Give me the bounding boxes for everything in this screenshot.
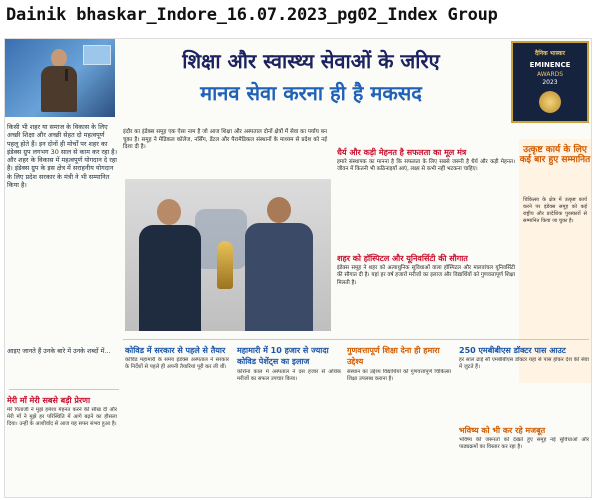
person-left <box>137 199 203 331</box>
bottom-text-4: हर साल ढाई सौ एमबीबीएस डॉक्टर यहां से पास होकर देश की सेवा में जुटते हैं। <box>459 357 589 371</box>
award-word: AWARDS <box>536 71 564 78</box>
award-badge <box>511 41 589 123</box>
speaker-photo <box>5 39 115 117</box>
page-header <box>0 0 594 34</box>
mid-section-heading-2: शहर को हॉस्पिटल और यूनिवर्सिटी की सौगात <box>337 254 468 263</box>
bottom-text-1: कोविड महामारी के समय इंडेक्स अस्पताल ने सरकार के निर्देशों से पहले ही अपनी तैयारियां पूरी कर ली थीं। <box>125 357 229 371</box>
bottom-heading-2: महामारी में 10 हजार से ज्यादा कोविड पेशेंट्स का इलाज <box>237 346 329 366</box>
person-right <box>243 197 315 331</box>
bottom-text-2: कोरोना काल में अस्पताल ने दस हजार से अधिक मरीजों का सफल उपचार किया। <box>237 369 341 383</box>
mid-section-text-1: हमारे संस्थापक का मानना है कि सफलता के लिए सबसे जरूरी है धैर्य और कड़ी मेहनत। जीवन में कितनी भी कठिनाइयाँ आएं, लक्ष्य से कभी नहीं भटकना चाहिए। <box>337 159 515 173</box>
headline-line-1: शिक्षा और स्वास्थ्य सेवाओं के जरिए <box>182 49 440 73</box>
awards-sidebar-heading: उत्कृष्ट कार्य के लिए कई बार हुए सम्मानित <box>519 145 591 165</box>
mid-section-text-2: इंडेक्स समूह ने शहर को अत्याधुनिक सुविधाओं वाला हॉस्पिटल और मालवांचल यूनिवर्सिटी की सौगात दी है। यहां हर वर्ष हजारों मरीजों का इलाज और विद्यार्थियों को गुणवत्तापूर्ण शिक्षा मिलती है। <box>337 265 515 286</box>
mid-section-heading-1: धैर्य और कड़ी मेहनत है सफलता का मूल मंत्र <box>337 148 467 157</box>
award-year: 2023 <box>542 79 558 86</box>
center-lead-text: इंदौर का इंडेक्स समूह एक ऐसा नाम है जो आज शिक्षा और अस्पताल दोनों क्षेत्रों में सेवा का पर्याय बन चुका है। समूह ने मेडिकल कॉलेज, नर्सिंग, डेंटल और पैरामेडिकल संस्थानों के माध्यम से प्रदेश को नई दिशा दी है। <box>123 129 327 151</box>
award-ceremony-photo <box>125 179 331 331</box>
bottom-heading-3: गुणवत्तापूर्ण शिक्षा देना ही हमारा उद्देश्य <box>347 346 440 366</box>
person-figure <box>39 49 79 111</box>
intro-text: किसी भी शहर या समाज के विकास के लिए अच्छी शिक्षा और अच्छी सेहत दो महत्वपूर्ण पहलू होते हैं। इन दोनों ही मोर्चों पर शहर का इंडेक्स ग्रुप लगभग 30 साल से काम कर रहा है। और शहर के विकास में महत्वपूर्ण योगदान दे रहा है। इंडेक्स ग्रुप के इस क्षेत्र में सराहनीय योगदान के लिए प्रदेश सरकार के मंत्री ने भी सम्मानित किया है। <box>7 123 118 190</box>
medal-icon <box>539 91 561 113</box>
newspaper-page <box>4 38 592 498</box>
divider <box>9 389 119 390</box>
bottom-heading-5: भविष्य को भी कर रहे मजबूत <box>459 426 546 435</box>
award-name: EMINENCE <box>529 61 571 69</box>
trophy-icon <box>217 241 233 289</box>
bottom-text-3: संस्थान का उद्देश्य विद्यार्थियों को गुणवत्तापूर्ण चिकित्सा शिक्षा उपलब्ध कराना है। <box>347 369 451 383</box>
bottom-heading-4: 250 एमबीबीएस डॉक्टर पास आउट <box>459 346 566 355</box>
bottom-heading-1: कोविड में सरकार से पहले से तैयार <box>125 346 226 355</box>
awards-sidebar-text: चिकित्सा के क्षेत्र में उत्कृष्ट कार्य करने पर इंडेक्स समूह को कई राष्ट्रीय और प्रादेशिक पुरस्कारों से सम्मानित किया जा चुका है। <box>523 197 587 224</box>
bottom-text-5: भविष्य की जरूरतों को देखते हुए समूह नई सुविधाओं और पाठ्यक्रमों का विस्तार कर रहा है। <box>459 437 589 451</box>
award-brand: दैनिक भास्कर <box>535 50 565 57</box>
page-title: Dainik bhaskar_Indore_16.07.2023_pg02_Index Group <box>6 5 498 25</box>
intro-subtext: आइए जानते हैं उनके बारे में उनके शब्दों में... <box>7 347 111 355</box>
left-section-text: मेरे पिताजी ने मुझे हमेशा मेहनत करने की सीख दी और मेरी माँ ने मुझे हर परिस्थिति में आगे बढ़ने का हौसला दिया। उन्हीं के आशीर्वाद से आज यह सफर संभव हुआ है। <box>7 407 117 428</box>
headline-line-2: मानव सेवा करना ही है मकसद <box>200 81 422 105</box>
microphone-icon <box>65 69 68 81</box>
screen-shape <box>83 45 111 65</box>
left-section-heading: मेरी माँ मेरी सबसे बड़ी प्रेरणा <box>7 396 91 405</box>
divider <box>123 339 589 340</box>
